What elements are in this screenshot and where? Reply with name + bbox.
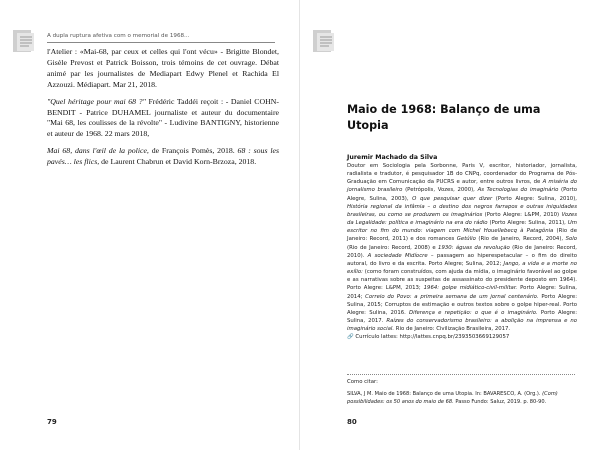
text-segment: Porto Alegre: Sulina, 2015; Corruptos de estimação e outros textos sobre o golpe hiper-real. Porto Alegre: Sulina, 2016. [347,293,577,316]
page-number: 80 [347,418,357,426]
cite-label: Como citar: [347,379,378,385]
italic-text-segment: 68 : sous les pavés… les flics, [47,146,279,167]
italic-text-segment: História regional da infâmia – o destino dos negros farrapos e outras iniquidades brasileiras, ou como se produzem os imaginários [347,203,577,218]
text-segment: (Porto Alegre: Sulina, 2011), [487,220,568,227]
citation-text [347,391,577,406]
text-segment: (como foram construídos, com ajuda da mídia, o imaginário favorável ao golpe e as narrativas sobre as suspeitas de assassinato do presidente deposto em 1964). Porto Alegre: L&PM, 2013; [347,269,577,292]
italic-text-segment: 1930: águas da revolução [438,244,510,251]
text-segment: Passo Fundo: Saluz, 2019. p. 80-90. [453,398,547,405]
italic-text-segment: Raízes do conservadorismo brasileiro: a abolição na imprensa e no imaginário social. [347,317,577,333]
text-segment: Porto Alegre: Sulina, 2014; [347,285,577,300]
text-segment: Rio de Janeiro: Civilização Brasileira, 2017. [394,326,511,333]
italic-text-segment: O que pesquisar quer dizer [412,195,493,202]
text-segment: de Laurent Chabrun et David Korn-Brzoza, 2018. [99,157,257,167]
bio-text [347,163,577,332]
paragraph [47,146,279,168]
text-segment: (Rio de Janeiro, Record, 2004), [475,236,566,243]
author-bio [347,162,577,341]
text-segment: Porto Alegre: Sulina, 2017. [347,309,577,324]
italic-text-segment: As Tecnologias do imaginário [477,187,559,194]
text-segment: SILVA, J M. Maio de 1968: Balanço de uma Utopia. In: BAVARESCO, A. (Org.). [347,391,543,397]
book-icon [12,30,36,52]
left-body-text [47,47,279,174]
text-segment: Frédéric Taddéi reçoit : - Daniel COHN-BENDIT - Patrice DUHAMEL journaliste et auteur du documentaire "Mai 68, les coulisses de la révolte" - Ludivine BANTIGNY, historienne et auteur de 1968. 22 mars 2018, [47,96,279,139]
italic-text-segment: Correio do Povo: a primeira semana de um jornal centenário. [365,293,539,300]
author-name: Juremir Machado da Silva [347,154,438,161]
running-head: A dupla ruptura afetiva com o memorial de 1968... [47,33,190,39]
italic-text-segment: A sociedade Midíocre [367,252,428,259]
page-number: 79 [47,418,57,426]
book-icon [312,30,336,52]
link-icon: 🔗 [347,334,354,341]
text-segment: (Rio de Janeiro: Record, 2011) e dos romances [347,228,577,243]
text-segment: (Porto Alegre, Sulina, 2003), [347,187,577,202]
text-segment: l'Atelier : «Mai-68, par ceux et celles qui l'ont vécu» - Brigitte Blondet, Gisèle Prevost et Patrick Boisson, trois témoins de cet ouvrage. Débat animé par les journalistes de Mediapart Edwy Plenel et Rachida El Azzouzi. Médiapart. Mar 21, 2018. [47,47,279,89]
header-rule [47,42,275,43]
text-segment: (Porto Alegre: L&PM, 2010) [482,211,562,218]
text-segment: – passagem ao hiperespetacular – o fim do direito autoral, do livro e da escrita. Porto Alegre; Sulina, 2012; [347,252,577,267]
italic-text-segment: 1964: golpe midiático-civil-militar. [423,285,518,292]
lattes-link[interactable]: Currículo lattes: http://lattes.cnpq.br/2393503669129057 [355,334,510,341]
italic-text-segment: (Com) possibilidades: os 50 anos do maio de 68. [347,391,558,405]
text-segment: (Rio de Janeiro: Record, 2008) e [347,244,439,251]
paragraph [47,97,279,141]
italic-text-segment: Getúlio [456,236,476,243]
right-page [300,0,600,450]
text-segment: (Petrópolis, Vozes, 2000), [402,187,478,194]
text-segment: Doutor em Sociologia pela Sorbonne, Paris V, escritor, historiador, jornalista, radialista e tradutor, é pesquisador 1B do CNPq, coordenador do Programa de Pós-Graduação em Comunicação da PUCRS e autor, entre outros livros, de [347,163,577,186]
italic-text-segment: Um escritor no fim do mundo: viagem com Michel Houellebecq à Patagônia [347,220,577,235]
chapter-title: Maio de 1968: Balanço de uma Utopia [347,103,541,132]
italic-text-segment: Vozes da Legalidade: política e imaginário na era do rádio [347,211,577,227]
italic-text-segment: "Quel héritage pour mai 68 ?" [47,96,146,106]
italic-text-segment: Jango, a vida e a morte no exílio: [347,260,577,276]
text-segment: (Rio de Janeiro: Record, 2010). [347,244,577,259]
text-segment: (Porto Alegre: Sulina, 2010), [492,195,577,202]
text-segment: de François Pomès, 2018. [148,146,235,156]
italic-text-segment: A miséria do jornalismo brasileiro [347,179,578,194]
italic-text-segment: Solo [565,236,578,243]
italic-text-segment: Mai 68, dans l'œil de la police, [47,146,149,156]
italic-text-segment: Diferença e repetição: o que é o imaginário. [409,309,538,316]
paragraph [47,47,279,91]
divider [347,374,575,375]
